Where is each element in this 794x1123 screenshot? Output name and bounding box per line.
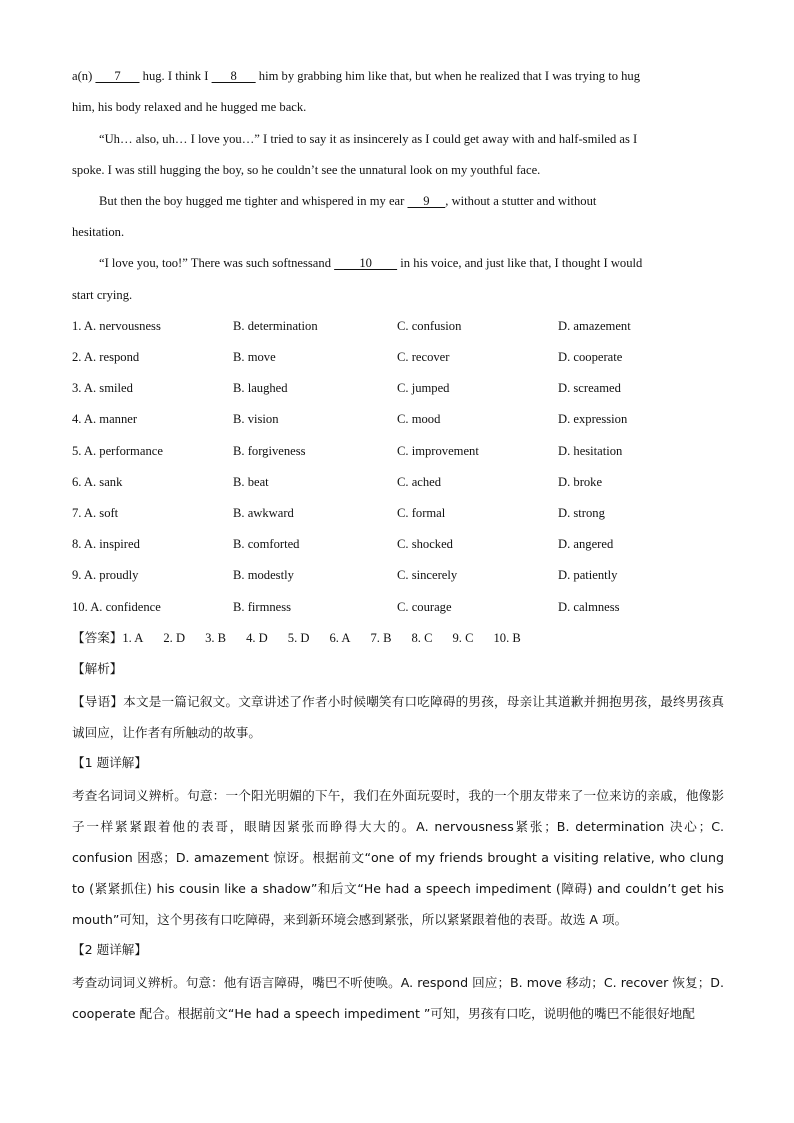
option-b: B. firmness: [233, 600, 292, 614]
option-c: C. improvement: [397, 444, 479, 458]
question-row: [72, 598, 732, 616]
answer-item: 5. D: [287, 631, 310, 645]
option-d: D. angered: [558, 537, 614, 551]
answer-label: 【答案】: [72, 630, 123, 645]
passage-line-8: start crying.: [72, 288, 133, 302]
q2-detail-header: 【2 题详解】: [72, 942, 147, 957]
question-row: [72, 566, 732, 584]
option-b: B. awkward: [233, 506, 294, 520]
question-row: [72, 348, 732, 366]
analysis-header: 【解析】: [72, 661, 123, 676]
option-d: D. broke: [558, 475, 603, 489]
q2-detail-text: 考查动词词义辨析。句意：他有语言障碍，嘴巴不听使唤。A. respond 回应；B. move 移动；C. recover 恢复；D. cooperate 配合。根据前文“He had a speech impediment ”可知，男孩有口吃，说明他的嘴巴不能很好地配: [72, 975, 724, 1021]
option-b: B. vision: [233, 412, 279, 426]
q1-detail-text: 考查名词词义辨析。句意：一个阳光明媚的下午，我们在外面玩耍时，我的一个朋友带来了一位来访的亲戚，他像影子一样紧紧跟着他的表哥，眼睛因紧张而睁得大大的。A. nervousness紧张；B. determination 决心；C. confusion 困惑；D. amazement 惊讶。根据前文“one of my friends brought a visiting relative, who clung to (紧紧抓住) his cousin like a shadow”和后文“He had a speech impediment (障碍) and couldn’t get his mouth”可知，这个男孩有口吃障碍，来到新环境会感到紧张，所以紧紧跟着他的表哥。故选 A 项。: [72, 788, 724, 927]
answer-item: 6. A: [329, 631, 351, 645]
option-c: C. ached: [397, 475, 442, 489]
option-a: 4. A. manner: [72, 412, 138, 426]
option-c: C. confusion: [397, 319, 462, 333]
question-row: [72, 442, 732, 460]
option-b: B. comforted: [233, 537, 300, 551]
answer-item: 4. D: [246, 631, 268, 645]
option-a: 1. A. nervousness: [72, 319, 161, 333]
question-row: [72, 535, 732, 553]
blank-9: 9: [407, 194, 446, 208]
option-d: D. cooperate: [558, 350, 623, 364]
passage-line-1: a(n) 7 hug. I think I 8 him by grabbing him like that, but when he realized that I was trying to hug: [72, 69, 641, 83]
passage-line-2: him, his body relaxed and he hugged me back.: [72, 100, 307, 114]
question-row: [72, 379, 732, 397]
option-d: D. expression: [558, 412, 628, 426]
answer-item: 9. C: [452, 631, 474, 645]
answer-item: 3. B: [205, 631, 227, 645]
guide-paragraph: 【导语】本文是一篇记叙文。文章讲述了作者小时候嘲笑有口吃障碍的男孩，母亲让其道歉并拥抱男孩，最终男孩真诚回应，让作者有所触动的故事。: [72, 694, 724, 740]
option-d: D. strong: [558, 506, 605, 520]
question-row: [72, 473, 732, 491]
option-b: B. beat: [233, 475, 269, 489]
option-a: 9. A. proudly: [72, 568, 139, 582]
blank-7: 7: [95, 69, 140, 83]
option-a: 8. A. inspired: [72, 537, 140, 551]
option-b: B. modestly: [233, 568, 294, 582]
option-b: B. forgiveness: [233, 444, 306, 458]
answer-line: [72, 629, 541, 647]
option-a: 2. A. respond: [72, 350, 140, 364]
option-b: B. laughed: [233, 381, 288, 395]
answer-item: 8. C: [411, 631, 433, 645]
option-d: D. hesitation: [558, 444, 623, 458]
option-c: C. recover: [397, 350, 450, 364]
question-row: [72, 410, 732, 428]
option-d: D. calmness: [558, 600, 620, 614]
option-c: C. formal: [397, 506, 446, 520]
passage-line-4: spoke. I was still hugging the boy, so he couldn’t see the unnatural look on my youthful face.: [72, 163, 541, 177]
blank-8: 8: [211, 69, 256, 83]
question-row: [72, 317, 732, 335]
option-c: C. mood: [397, 412, 441, 426]
option-a: 6. A. sank: [72, 475, 123, 489]
q1-detail-header: 【1 题详解】: [72, 755, 147, 770]
option-d: D. amazement: [558, 319, 631, 333]
option-c: C. shocked: [397, 537, 453, 551]
option-d: D. screamed: [558, 381, 621, 395]
answer-item: 7. B: [370, 631, 392, 645]
option-d: D. patiently: [558, 568, 618, 582]
answer-item: 10. B: [493, 631, 521, 645]
option-a: 3. A. smiled: [72, 381, 133, 395]
question-row: [72, 504, 732, 522]
passage-line-3: “Uh… also, uh… I love you…” I tried to say it as insincerely as I could get away with and half-smiled as I: [99, 132, 638, 146]
answer-item: 2. D: [163, 631, 186, 645]
option-c: C. jumped: [397, 381, 450, 395]
option-c: C. sincerely: [397, 568, 458, 582]
option-a: 10. A. confidence: [72, 600, 161, 614]
option-a: 5. A. performance: [72, 444, 163, 458]
passage-line-5: But then the boy hugged me tighter and whispered in my ear 9 , without a stutter and without: [99, 194, 597, 208]
option-b: B. move: [233, 350, 276, 364]
passage-line-6: hesitation.: [72, 225, 125, 239]
option-c: C. courage: [397, 600, 452, 614]
blank-10: 10: [334, 256, 398, 270]
option-a: 7. A. soft: [72, 506, 119, 520]
option-b: B. determination: [233, 319, 318, 333]
passage-line-7: “I love you, too!” There was such softnessand 10 in his voice, and just like that, I thought I would: [99, 256, 643, 270]
answer-item: 1. A: [122, 631, 144, 645]
